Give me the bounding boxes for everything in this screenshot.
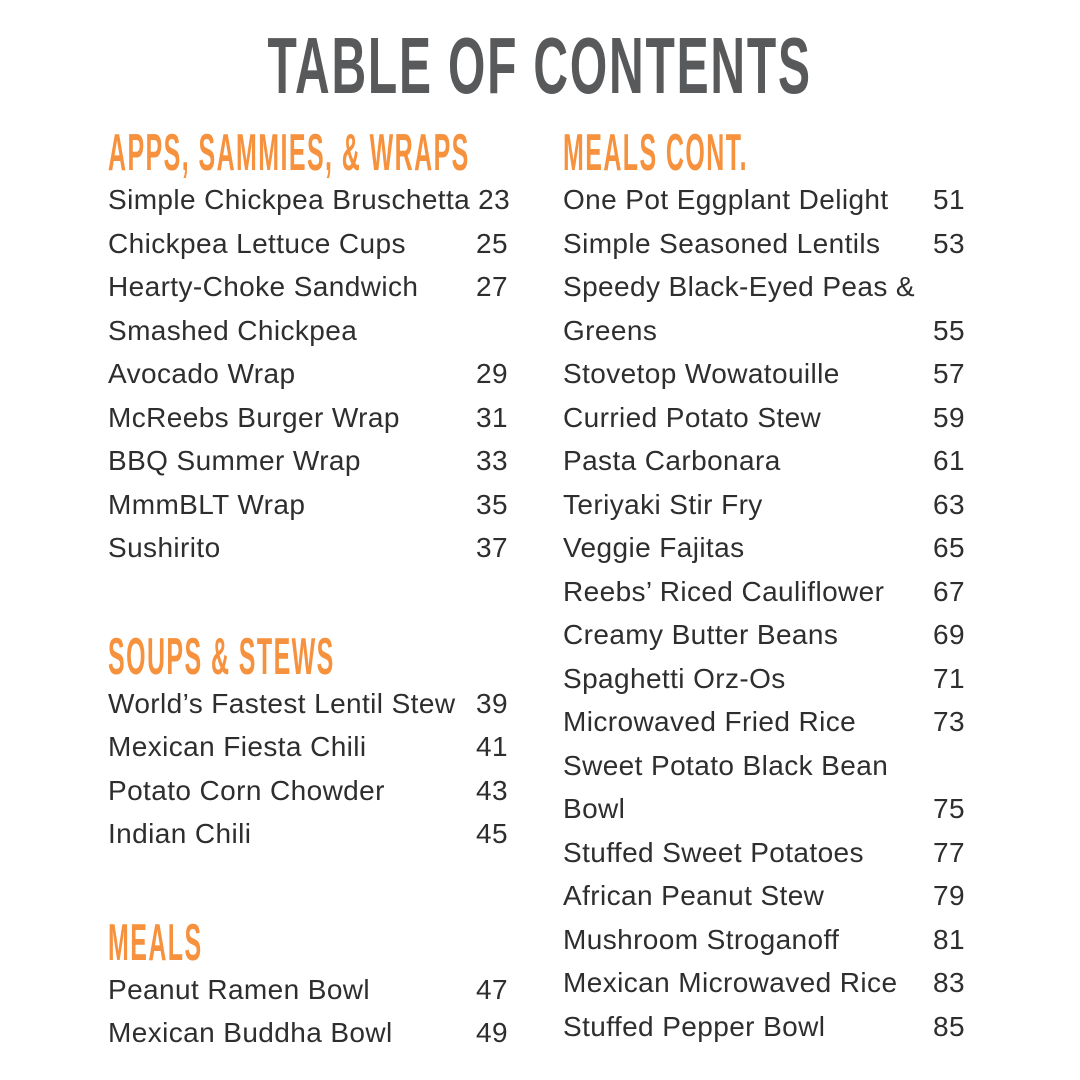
toc-row (563, 265, 965, 309)
page-number: 63 (933, 488, 965, 520)
toc-row (108, 396, 508, 440)
page-number: 47 (476, 973, 508, 1005)
toc-row (563, 396, 965, 440)
recipe-title: One Pot Eggplant Delight (563, 184, 889, 215)
recipe-title: Avocado Wrap (108, 358, 296, 389)
page-number: 83 (933, 967, 965, 998)
toc-row (563, 657, 965, 701)
page-number: 51 (933, 184, 965, 215)
toc-row (563, 744, 965, 788)
recipe-title: Reebs’ Riced Cauliflower (563, 575, 885, 607)
section-heading-text: MEALS (108, 913, 203, 972)
toc-row (563, 1005, 965, 1049)
section-heading (108, 913, 508, 972)
recipe-title: Chickpea Lettuce Cups (108, 227, 406, 259)
recipe-title: African Peanut Stew (563, 880, 825, 911)
toc-section (563, 124, 965, 1048)
toc-row (563, 483, 965, 527)
toc-row (108, 1011, 508, 1055)
recipe-title: Hearty-Choke Sandwich (108, 271, 419, 302)
recipe-title: Sushirito (108, 532, 221, 563)
toc-row (563, 526, 965, 570)
recipe-title: Stuffed Pepper Bowl (563, 1010, 826, 1042)
page-number: 37 (476, 532, 508, 563)
section-heading-text: APPS, SAMMIES, & WRAPS (108, 124, 470, 182)
toc-row (108, 309, 508, 353)
recipe-title: Mexican Fiesta Chili (108, 731, 367, 762)
recipe-title: Mushroom Stroganoff (563, 923, 840, 955)
recipe-title: Speedy Black-Eyed Peas & (563, 271, 916, 302)
recipe-title: Stuffed Sweet Potatoes (563, 836, 864, 868)
toc-row (563, 570, 965, 614)
toc-row (108, 439, 508, 483)
recipe-title: Simple Seasoned Lentils (563, 227, 881, 259)
page-number: 55 (933, 314, 965, 346)
toc-row (563, 222, 965, 266)
recipe-title: Mexican Buddha Bowl (108, 1017, 393, 1048)
toc-row (563, 613, 965, 657)
toc-row (108, 526, 508, 570)
recipe-title: Smashed Chickpea (108, 314, 358, 346)
page-number: 59 (933, 401, 965, 433)
recipe-title: Sweet Potato Black Bean (563, 749, 889, 781)
page-number: 25 (476, 227, 508, 259)
toc-row (563, 700, 965, 744)
recipe-title: Peanut Ramen Bowl (108, 973, 371, 1005)
page-number: 33 (476, 445, 508, 476)
page-number: 53 (933, 227, 965, 259)
page-number: 49 (476, 1017, 508, 1048)
toc-column-right (563, 124, 965, 1048)
recipe-title: Creamy Butter Beans (563, 619, 839, 650)
toc-column-left (108, 124, 511, 1055)
toc-row (563, 178, 965, 222)
recipe-title: Mexican Microwaved Rice (563, 967, 898, 998)
toc-row (563, 874, 965, 918)
recipe-title: Potato Corn Chowder (108, 774, 385, 806)
toc-section (108, 913, 508, 1055)
toc-section (108, 627, 508, 856)
section-heading (108, 627, 508, 686)
recipe-title: McReebs Burger Wrap (108, 401, 400, 433)
section-heading (563, 124, 965, 182)
page-number: 85 (933, 1010, 965, 1042)
page-number: 79 (933, 880, 965, 911)
page-number: 61 (933, 445, 965, 476)
section-heading-text: SOUPS & STEWS (108, 627, 335, 686)
page-number: 81 (933, 923, 965, 955)
page-number: 75 (933, 793, 965, 824)
toc-row (108, 682, 508, 726)
recipe-title: Spaghetti Orz-Os (563, 662, 786, 694)
recipe-title: Curried Potato Stew (563, 401, 822, 433)
page-number: 23 (478, 184, 511, 215)
toc-row (108, 222, 508, 266)
recipe-title: Veggie Fajitas (563, 532, 745, 563)
toc-row (563, 787, 965, 831)
page-number: 39 (476, 687, 508, 719)
toc-row (563, 439, 965, 483)
page-number: 77 (933, 836, 965, 868)
page-number: 73 (933, 706, 965, 737)
recipe-title: Indian Chili (108, 818, 252, 849)
page-number: 71 (933, 662, 965, 694)
toc-row (563, 961, 965, 1005)
page-number: 43 (476, 774, 508, 806)
recipe-title: Greens (563, 314, 658, 346)
page-number: 45 (476, 818, 508, 849)
section-heading (108, 124, 508, 182)
page-number: 67 (933, 575, 965, 607)
recipe-title: Stovetop Wowatouille (563, 358, 840, 389)
page-title-text: TABLE OF CONTENTS (267, 21, 813, 110)
toc-row (108, 769, 508, 813)
toc-row (108, 725, 508, 769)
page-number: 35 (476, 488, 508, 520)
recipe-title: Bowl (563, 793, 626, 824)
recipe-title: World’s Fastest Lentil Stew (108, 687, 456, 719)
page-number: 41 (476, 731, 508, 762)
recipe-title: Pasta Carbonara (563, 445, 781, 476)
toc-row (563, 309, 965, 353)
page-number: 29 (476, 358, 508, 389)
toc-row (108, 352, 508, 396)
page-number: 31 (476, 401, 508, 433)
toc-row (563, 352, 965, 396)
toc-row (108, 812, 508, 856)
recipe-title: BBQ Summer Wrap (108, 445, 361, 476)
section-heading-text: MEALS CONT. (563, 124, 749, 182)
toc-row (108, 968, 508, 1012)
page-number: 65 (933, 532, 965, 563)
page-number: 27 (476, 271, 508, 302)
toc-row (563, 831, 965, 875)
recipe-title: MmmBLT Wrap (108, 488, 306, 520)
toc-row (108, 483, 508, 527)
page-number: 69 (933, 619, 965, 650)
toc-row (108, 178, 511, 222)
recipe-title: Microwaved Fried Rice (563, 706, 857, 737)
recipe-title: Teriyaki Stir Fry (563, 488, 763, 520)
toc-row (108, 265, 508, 309)
recipe-title: Simple Chickpea Bruschetta (108, 184, 471, 215)
toc-row (563, 918, 965, 962)
page-number: 57 (933, 358, 965, 389)
page-title (0, 21, 1080, 110)
toc-section (108, 124, 511, 570)
